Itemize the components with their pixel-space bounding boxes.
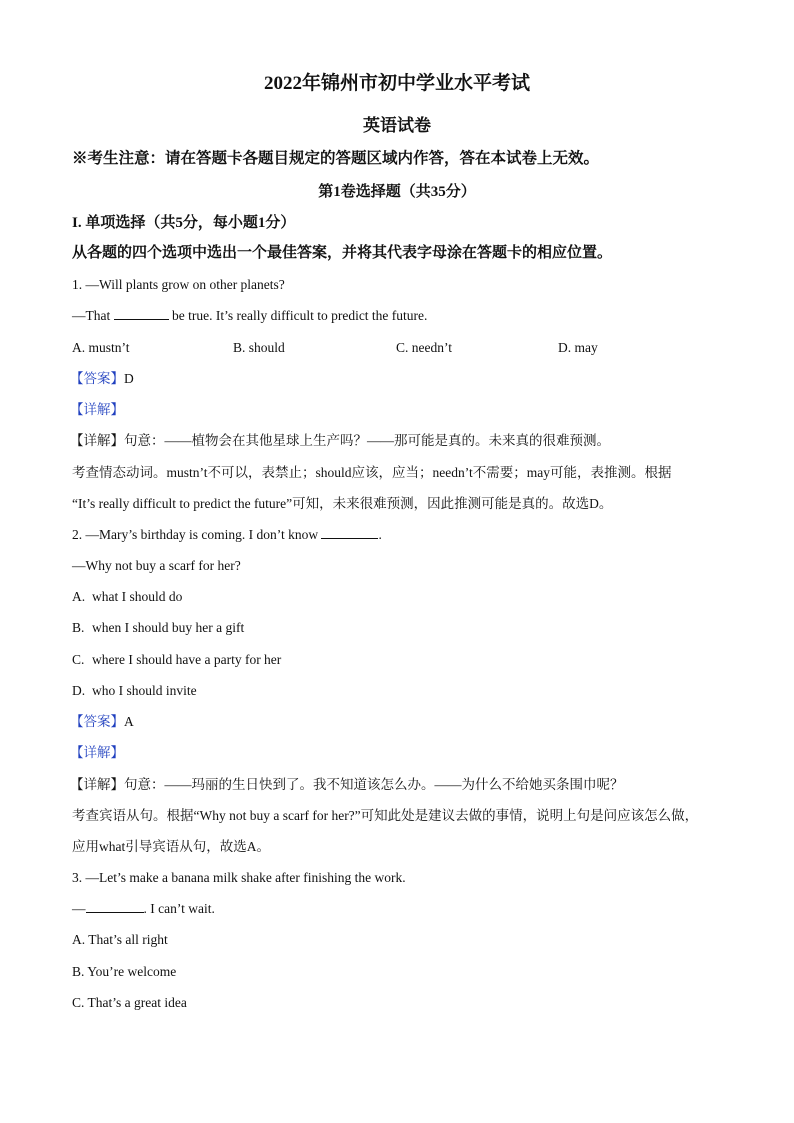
answer-tag: 【答案】 [70,371,124,386]
q1-detail-tag: 【详解】 [70,402,124,417]
volume-heading: 第1卷选择题（共35分） [318,184,476,200]
q3-option-a: A. That’s all right [72,932,168,947]
detail-tag: 【详解】 [70,777,124,792]
q3-response-end: . I can’t wait. [143,901,215,916]
q3-option-c: C. That’s a great idea [72,995,187,1010]
q2-detail-3: 应用what引导宾语从句，故选A。 [72,839,270,854]
option-letter: A. [72,589,86,604]
q3-option-b: B. You’re welcome [72,964,177,979]
answer-blank [114,307,169,320]
option-letter: C. [72,652,85,667]
option-text: what I should do [92,589,183,604]
q3-response [72,900,215,918]
option-text: where I should have a party for her [92,652,282,667]
option-letter: B. [72,620,85,635]
q1-detail-text: 句意：——植物会在其他星球上生产吗？——那可能是真的。未来真的很难预测。 [124,433,610,448]
q1-option-b: B. should [233,340,285,355]
q1-answer [70,370,134,388]
q2-option-b [72,619,244,637]
answer-blank [86,900,144,913]
q1-detail-1 [70,432,610,450]
q2-detail-tag: 【详解】 [70,745,124,760]
q1-option-d: D. may [558,340,598,355]
q1-response-end: be true. It’s really difficult to predict the future. [168,308,428,323]
q2-option-a [72,588,182,606]
q1-detail-2: 考查情态动词。mustn’t不可以，表禁止；should应该，应当；needn’t不需要；may可能，表推测。根据 [72,465,672,480]
q2-answer [70,713,134,731]
answer-tag: 【答案】 [70,714,124,729]
q1-option-a: A. mustn’t [72,340,130,355]
q2-detail-text: 句意：——玛丽的生日快到了。我不知道该怎么办。——为什么不给她买条围巾呢？ [124,777,624,792]
section-instruction: 从各题的四个选项中选出一个最佳答案，并将其代表字母涂在答题卡的相应位置。 [72,245,613,261]
option-text: who I should invite [92,683,197,698]
q2-option-c [72,651,281,669]
q2-prompt-end: . [378,527,382,542]
candidate-notice: ※考生注意：请在答题卡各题目规定的答题区域内作答，答在本试卷上无效。 [72,150,600,167]
q2-prompt-start: 2. —Mary’s birthday is coming. I don’t know [72,527,322,542]
q1-detail-3: “It’s really difficult to predict the future”可知，未来很难预测，因此推测可能是真的。故选D。 [72,496,613,511]
q1-option-c: C. needn’t [396,340,452,355]
q3-response-start: — [72,901,86,916]
exam-title: 2022年锦州市初中学业水平考试 [263,73,530,94]
q1-response-start: —That [72,308,114,323]
option-letter: D. [72,683,86,698]
option-text: when I should buy her a gift [92,620,245,635]
section-heading: I. 单项选择（共5分，每小题1分） [72,215,296,231]
q2-detail-1 [70,776,624,794]
answer-blank [321,526,378,539]
q1-answer-value: D [124,371,134,386]
q1-response [72,307,427,325]
q2-answer-value: A [124,714,134,729]
q2-response: —Why not buy a scarf for her? [72,558,241,573]
q1-prompt: 1. —Will plants grow on other planets? [72,277,285,292]
detail-tag: 【详解】 [70,433,124,448]
q2-detail-2: 考查宾语从句。根据“Why not buy a scarf for her?”可知此处是建议去做的事情，说明上句是问应该怎么做， [72,808,699,823]
q3-prompt: 3. —Let’s make a banana milk shake after finishing the work. [72,870,406,885]
q2-option-d [72,682,197,700]
q2-prompt [72,526,382,544]
exam-subtitle: 英语试卷 [363,116,431,135]
